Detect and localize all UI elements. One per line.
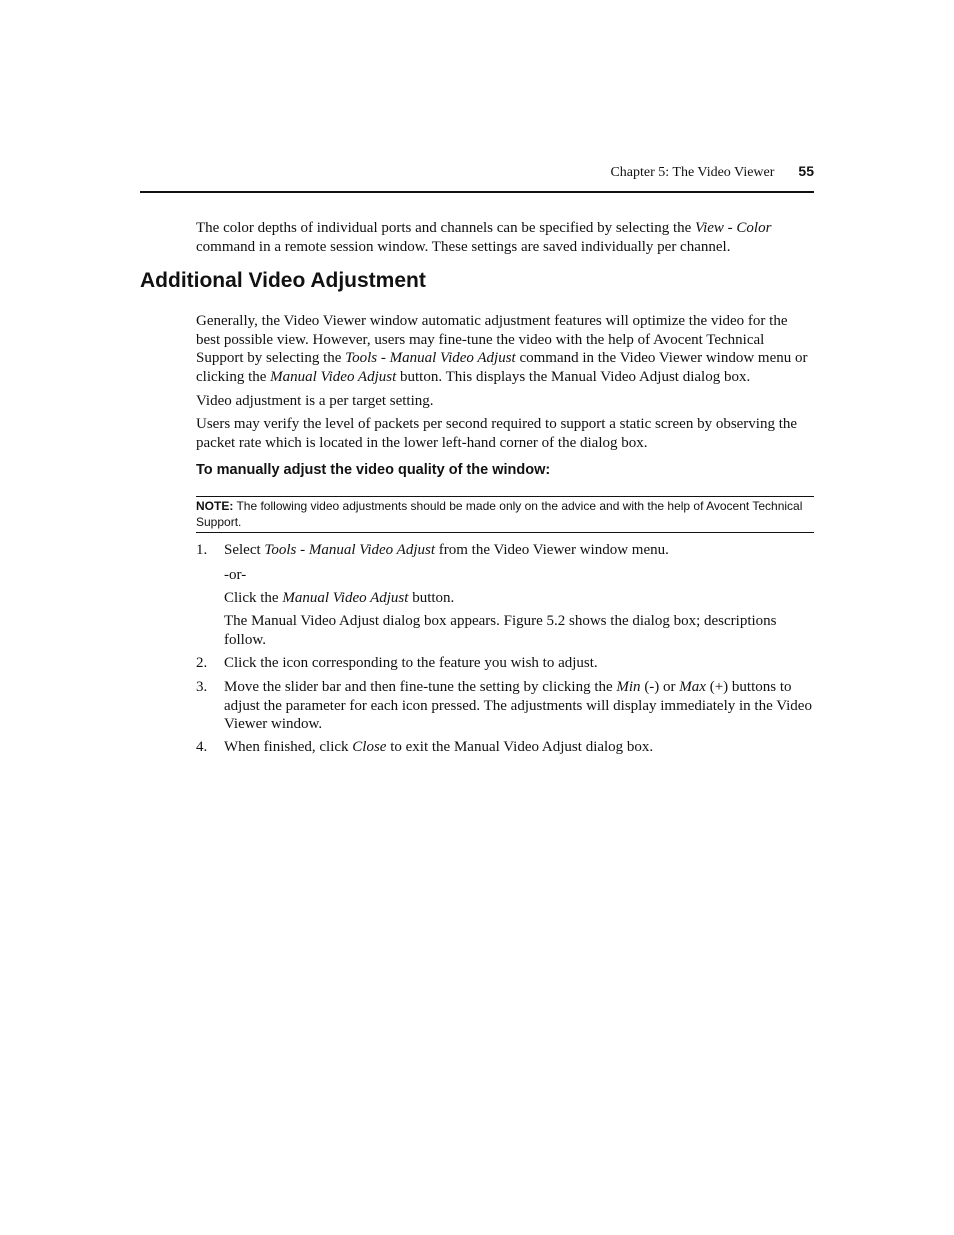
- intro-paragraph: [196, 219, 814, 256]
- step-number: 3.: [196, 679, 208, 695]
- section-title: Additional Video Adjustment: [140, 269, 426, 292]
- note-label: NOTE:: [196, 499, 234, 513]
- step-4: [196, 738, 814, 757]
- page-number: 55: [798, 163, 814, 179]
- step-1-description: The Manual Video Adjust dialog box appears. Figure 5.2 shows the dialog box; descriptions follow.: [224, 613, 777, 648]
- para1-text-3: button. This displays the Manual Video Adjust dialog box.: [396, 368, 751, 385]
- step-number: 4.: [196, 739, 208, 755]
- chapter-title: Chapter 5: The Video Viewer: [610, 165, 775, 180]
- step-text: Click the icon corresponding to the feature you wish to adjust.: [224, 655, 598, 671]
- para1-button-name: Manual Video Adjust: [270, 368, 397, 385]
- procedure-title: To manually adjust the video quality of the window:: [196, 462, 551, 478]
- step-number: 2.: [196, 655, 208, 671]
- para1-text-2: command in the Video Viewer window menu or clicking the: [196, 350, 808, 385]
- intro-text-1: The color depths of individual ports and channels can be specified by selecting the: [196, 220, 696, 236]
- intro-menu-path: View - Color: [695, 220, 772, 236]
- note-box: [196, 496, 814, 533]
- step-1-alt: Click the Manual Video Adjust button.: [224, 590, 455, 606]
- paragraph-general: [196, 312, 814, 386]
- step-number: 1.: [196, 542, 208, 558]
- note-text: The following video adjustments should be made only on the advice and with the help of Avocent Technical Support.: [196, 499, 803, 529]
- header-rule: [140, 191, 814, 193]
- running-header: [140, 163, 814, 183]
- step-text: When finished, click Close to exit the Manual Video Adjust dialog box.: [224, 739, 654, 755]
- step-1: [196, 541, 814, 560]
- para1-text-1: Generally, the Video Viewer window automatic adjustment features will optimize the video for the best possible view. However, users may fine-tune the video with the help of Avocent Technical Support by selecting the: [196, 313, 788, 367]
- step-3: [196, 678, 814, 734]
- step-2: [196, 654, 814, 673]
- paragraph-per-target: Video adjustment is a per target setting.: [196, 393, 434, 409]
- step-text: Move the slider bar and then fine-tune the setting by clicking the Min (-) or Max (+) buttons to adjust the parameter for each icon pressed. The adjustments will display immediately in the Video Viewer window.: [224, 679, 812, 733]
- paragraph-packet-rate: Users may verify the level of packets per second required to support a static screen by observing the packet rate which is located in the lower left-hand corner of the dialog box.: [196, 416, 798, 451]
- intro-text-2: command in a remote session window. These settings are saved individually per channel.: [196, 238, 731, 255]
- step-1-or: -or-: [224, 567, 247, 583]
- para1-menu-path: Tools - Manual Video Adjust: [345, 350, 516, 367]
- step-text: Select Tools - Manual Video Adjust from the Video Viewer window menu.: [224, 542, 669, 558]
